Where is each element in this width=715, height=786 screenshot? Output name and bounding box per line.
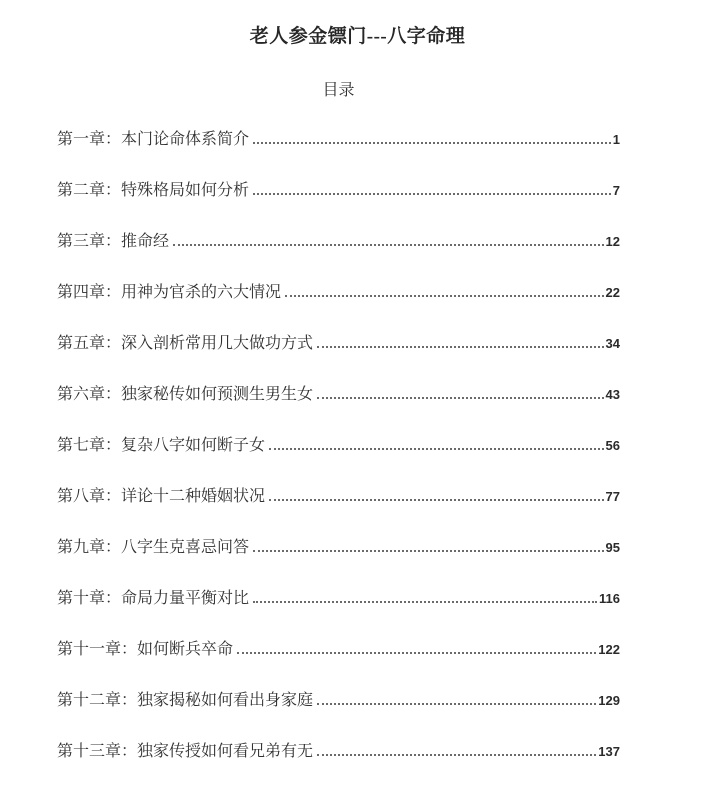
dotted-leader-line bbox=[317, 397, 604, 399]
dotted-leader-line bbox=[237, 652, 596, 654]
dotted-leader-line bbox=[253, 601, 597, 603]
toc-entry[interactable] bbox=[57, 131, 620, 148]
toc-entry[interactable] bbox=[57, 386, 620, 403]
dotted-leader-line bbox=[269, 448, 604, 450]
toc-entry-page-number: 137 bbox=[598, 744, 620, 759]
toc-entry-page-number: 116 bbox=[599, 591, 620, 606]
toc-entry[interactable] bbox=[57, 437, 620, 454]
dotted-leader-line bbox=[317, 346, 604, 348]
toc-entry-label: 第四章：用神为官杀的六大情况 bbox=[57, 284, 282, 301]
dotted-leader-line bbox=[253, 142, 611, 144]
toc-entry-page-number: 56 bbox=[605, 438, 620, 453]
toc-entry[interactable] bbox=[57, 590, 620, 607]
toc-entry[interactable] bbox=[57, 284, 620, 301]
toc-entry-label: 第一章：本门论命体系简介 bbox=[57, 131, 250, 148]
toc-entry-page-number: 95 bbox=[605, 540, 620, 555]
dotted-leader-line bbox=[173, 244, 604, 246]
toc-entry[interactable] bbox=[57, 182, 620, 199]
toc-entry-label: 第十章：命局力量平衡对比 bbox=[57, 590, 250, 607]
document-title: 老人参金镖门---八字命理 bbox=[249, 26, 466, 47]
toc-entry-label: 第三章：推命经 bbox=[57, 233, 170, 250]
toc-entry-page-number: 22 bbox=[605, 285, 620, 300]
toc-entry-page-number: 12 bbox=[605, 234, 620, 249]
toc-entry-label: 第十三章：独家传授如何看兄弟有无 bbox=[57, 743, 314, 760]
toc-entry[interactable] bbox=[57, 692, 620, 709]
toc-entry-page-number: 7 bbox=[612, 183, 620, 198]
toc-entry-label: 第二章：特殊格局如何分析 bbox=[57, 182, 250, 199]
toc-entry-page-number: 1 bbox=[612, 132, 620, 147]
toc-entry-page-number: 77 bbox=[605, 489, 620, 504]
toc-heading: 目录 bbox=[322, 82, 355, 99]
toc-entry[interactable] bbox=[57, 488, 620, 505]
dotted-leader-line bbox=[269, 499, 604, 501]
toc-list bbox=[57, 131, 620, 760]
toc-entry-label: 第五章：深入剖析常用几大做功方式 bbox=[57, 335, 314, 352]
toc-entry-label: 第九章：八字生克喜忌问答 bbox=[57, 539, 250, 556]
toc-entry-page-number: 129 bbox=[598, 693, 620, 708]
toc-entry[interactable] bbox=[57, 743, 620, 760]
toc-entry-label: 第八章：详论十二种婚姻状况 bbox=[57, 488, 266, 505]
toc-entry[interactable] bbox=[57, 641, 620, 658]
dotted-leader-line bbox=[253, 193, 611, 195]
toc-entry-page-number: 43 bbox=[605, 387, 620, 402]
dotted-leader-line bbox=[317, 703, 596, 705]
toc-entry[interactable] bbox=[57, 335, 620, 352]
toc-entry-label: 第十一章：如何断兵卒命 bbox=[57, 641, 234, 658]
toc-entry-page-number: 122 bbox=[598, 642, 620, 657]
dotted-leader-line bbox=[317, 754, 596, 756]
toc-entry-page-number: 34 bbox=[605, 336, 620, 351]
toc-entry[interactable] bbox=[57, 233, 620, 250]
toc-entry[interactable] bbox=[57, 539, 620, 556]
dotted-leader-line bbox=[253, 550, 604, 552]
toc-entry-label: 第六章：独家秘传如何预测生男生女 bbox=[57, 386, 314, 403]
toc-entry-label: 第十二章：独家揭秘如何看出身家庭 bbox=[57, 692, 314, 709]
dotted-leader-line bbox=[285, 295, 604, 297]
toc-entry-label: 第七章：复杂八字如何断子女 bbox=[57, 437, 266, 454]
